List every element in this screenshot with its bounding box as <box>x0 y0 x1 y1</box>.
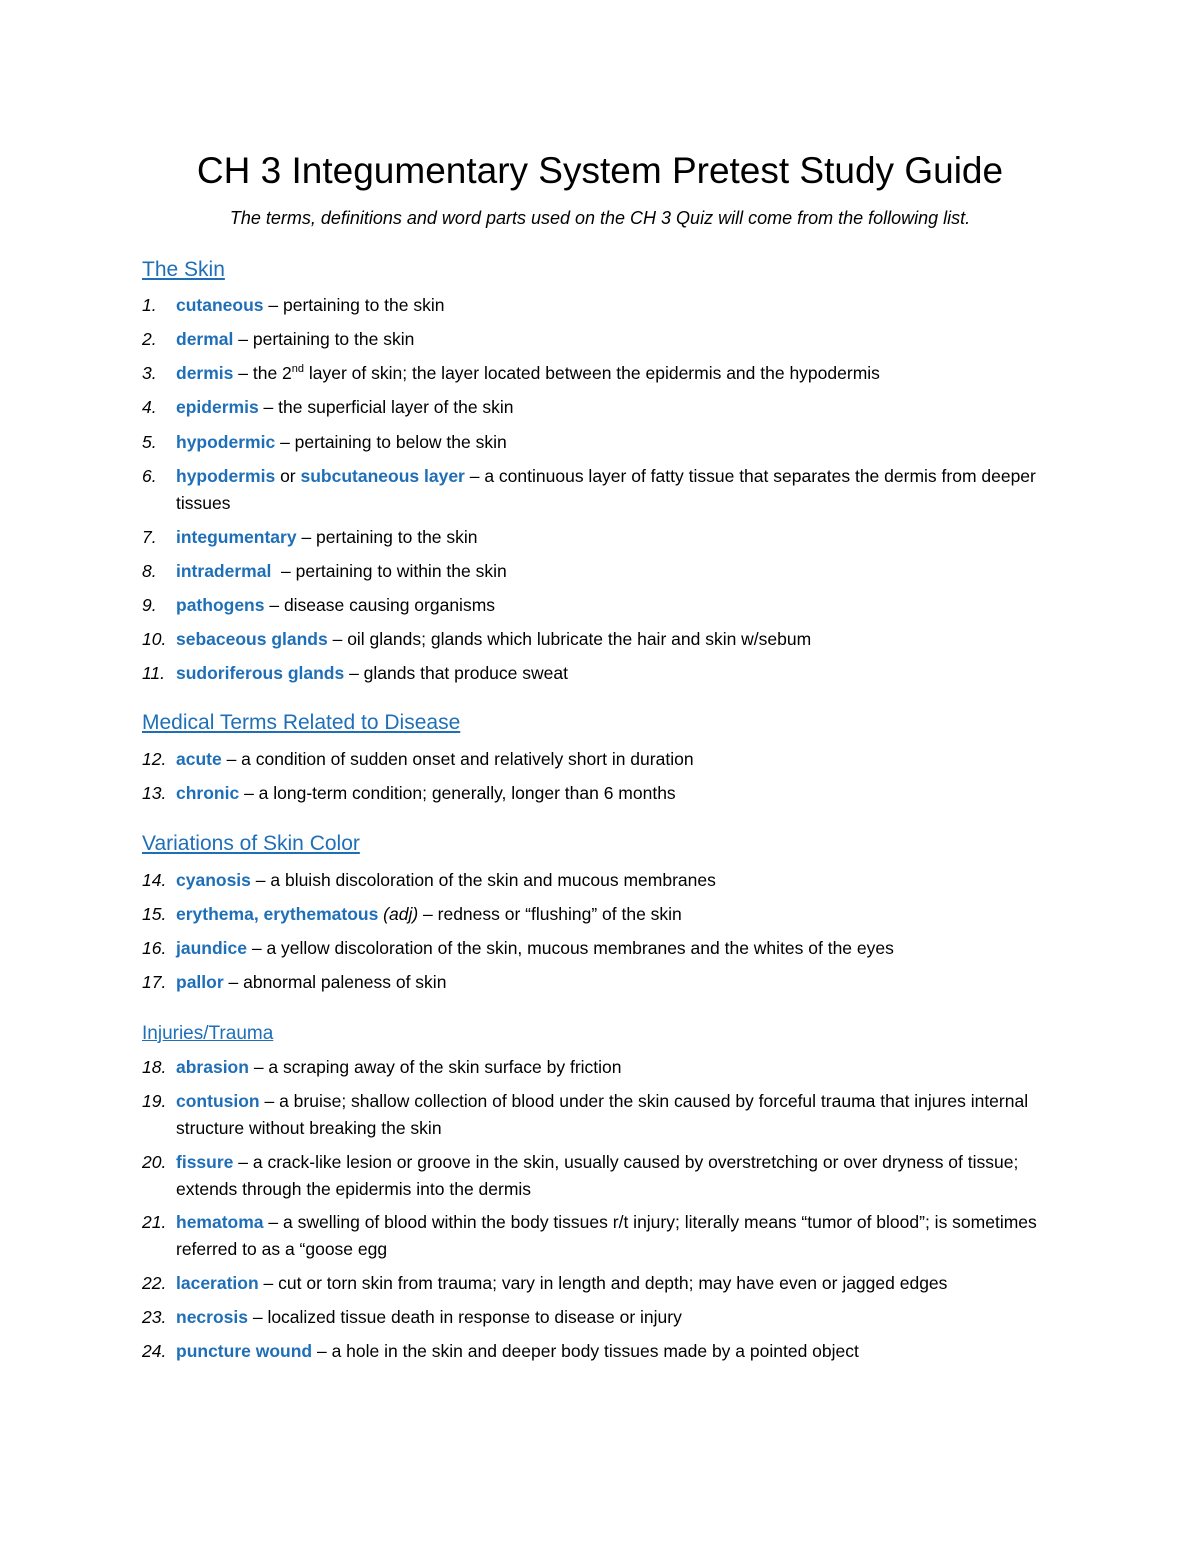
definition: – glands that produce sweat <box>344 663 568 683</box>
definition: – a hole in the skin and deeper body tissues made by a pointed object <box>312 1341 859 1361</box>
item-number: 21. <box>142 1212 167 1232</box>
term: puncture wound <box>176 1341 313 1361</box>
item-number: 8. <box>142 561 157 581</box>
definition: – a scraping away of the skin surface by friction <box>248 1057 622 1077</box>
definition: – pertaining to within the skin <box>271 561 507 581</box>
item-number: 5. <box>142 432 157 452</box>
definition: – pertaining to below the skin <box>275 432 507 452</box>
definition: – cut or torn skin from trauma; vary in length and depth; may have even or jagged edges <box>258 1273 948 1293</box>
definition: – a swelling of blood within the body tissues r/t injury; literally means “tumor of blood”; is sometimes referred to as a “goose egg <box>176 1212 1037 1259</box>
term: erythema, erythematous <box>176 904 379 924</box>
definition: – a yellow discoloration of the skin, mucous membranes and the whites of the eyes <box>247 938 894 958</box>
definition: – a long-term condition; generally, longer than 6 months <box>239 783 676 803</box>
item-number: 20. <box>142 1152 167 1172</box>
definition: – a bruise; shallow collection of blood under the skin caused by forceful trauma that injures internal structure without breaking the skin <box>176 1091 1029 1138</box>
definition: – abnormal paleness of skin <box>223 972 447 992</box>
item-number: 15. <box>142 904 167 924</box>
term: sebaceous glands <box>176 629 328 649</box>
superscript: nd <box>291 363 305 376</box>
term: acute <box>176 749 222 769</box>
item-number: 6. <box>142 466 157 486</box>
definition: – the 2 <box>233 363 292 383</box>
term: jaundice <box>176 938 247 958</box>
section-heading-the-skin: The Skin <box>142 258 225 281</box>
definition: layer of skin; the layer located between the epidermis and the hypodermis <box>304 363 880 383</box>
item-number: 3. <box>142 363 157 383</box>
item-number: 9. <box>142 595 157 615</box>
term: epidermis <box>176 397 259 417</box>
term: abrasion <box>176 1057 249 1077</box>
definition: – the superficial layer of the skin <box>258 397 514 417</box>
term: hematoma <box>176 1212 264 1232</box>
item-number: 17. <box>142 972 167 992</box>
item-number: 1. <box>142 295 157 315</box>
definition: – a crack-like lesion or groove in the skin, usually caused by overstretching or over dryness of tissue; extends through the epidermis into the dermis <box>176 1152 1019 1199</box>
item-number: 14. <box>142 870 167 890</box>
definition: – a condition of sudden onset and relatively short in duration <box>221 749 694 769</box>
term: integumentary <box>176 527 297 547</box>
definition: – redness or “flushing” of the skin <box>418 904 682 924</box>
section-heading-injuries: Injuries/Trauma <box>142 1023 274 1044</box>
item-number: 7. <box>142 527 157 547</box>
item-number: 12. <box>142 749 167 769</box>
term: dermis <box>176 363 234 383</box>
term: sudoriferous glands <box>176 663 345 683</box>
item-number: 18. <box>142 1057 167 1077</box>
term: necrosis <box>176 1307 248 1327</box>
definition: – pertaining to the skin <box>296 527 478 547</box>
term: chronic <box>176 783 240 803</box>
section-heading-skin-color: Variations of Skin Color <box>142 832 360 855</box>
term: intradermal <box>176 561 272 581</box>
definition: – localized tissue death in response to disease or injury <box>247 1307 682 1327</box>
item-number: 16. <box>142 938 167 958</box>
term: pallor <box>176 972 224 992</box>
item-number: 23. <box>142 1307 167 1327</box>
term: hypodermic <box>176 432 276 452</box>
term: subcutaneous layer <box>300 466 465 486</box>
definition: – a bluish discoloration of the skin and mucous membranes <box>250 870 716 890</box>
term: cutaneous <box>176 295 264 315</box>
definition: – disease causing organisms <box>264 595 496 615</box>
item-number: 13. <box>142 783 167 803</box>
definition: – pertaining to the skin <box>233 329 415 349</box>
term: hypodermis <box>176 466 276 486</box>
section-heading-disease: Medical Terms Related to Disease <box>142 711 461 734</box>
definition: – pertaining to the skin <box>263 295 445 315</box>
item-number: 19. <box>142 1091 167 1111</box>
definition: – a continuous layer of fatty tissue that separates the dermis from deeper tissues <box>176 466 1036 513</box>
term: pathogens <box>176 595 265 615</box>
term: fissure <box>176 1152 234 1172</box>
definition: – oil glands; glands which lubricate the hair and skin w/sebum <box>327 629 812 649</box>
term: dermal <box>176 329 234 349</box>
page-subtitle: The terms, definitions and word parts used on the CH 3 Quiz will come from the following list. <box>229 208 971 228</box>
item-number: 2. <box>142 329 157 349</box>
connector: or <box>275 466 301 486</box>
item-number: 4. <box>142 397 157 417</box>
term: contusion <box>176 1091 260 1111</box>
item-number: 10. <box>142 629 167 649</box>
term: cyanosis <box>176 870 251 890</box>
item-number: 11. <box>142 663 166 683</box>
item-number: 22. <box>142 1273 167 1293</box>
page-title: CH 3 Integumentary System Pretest Study Guide <box>196 150 1004 191</box>
part-of-speech: (adj) <box>378 904 419 924</box>
term: laceration <box>176 1273 259 1293</box>
item-number: 24. <box>142 1341 167 1361</box>
